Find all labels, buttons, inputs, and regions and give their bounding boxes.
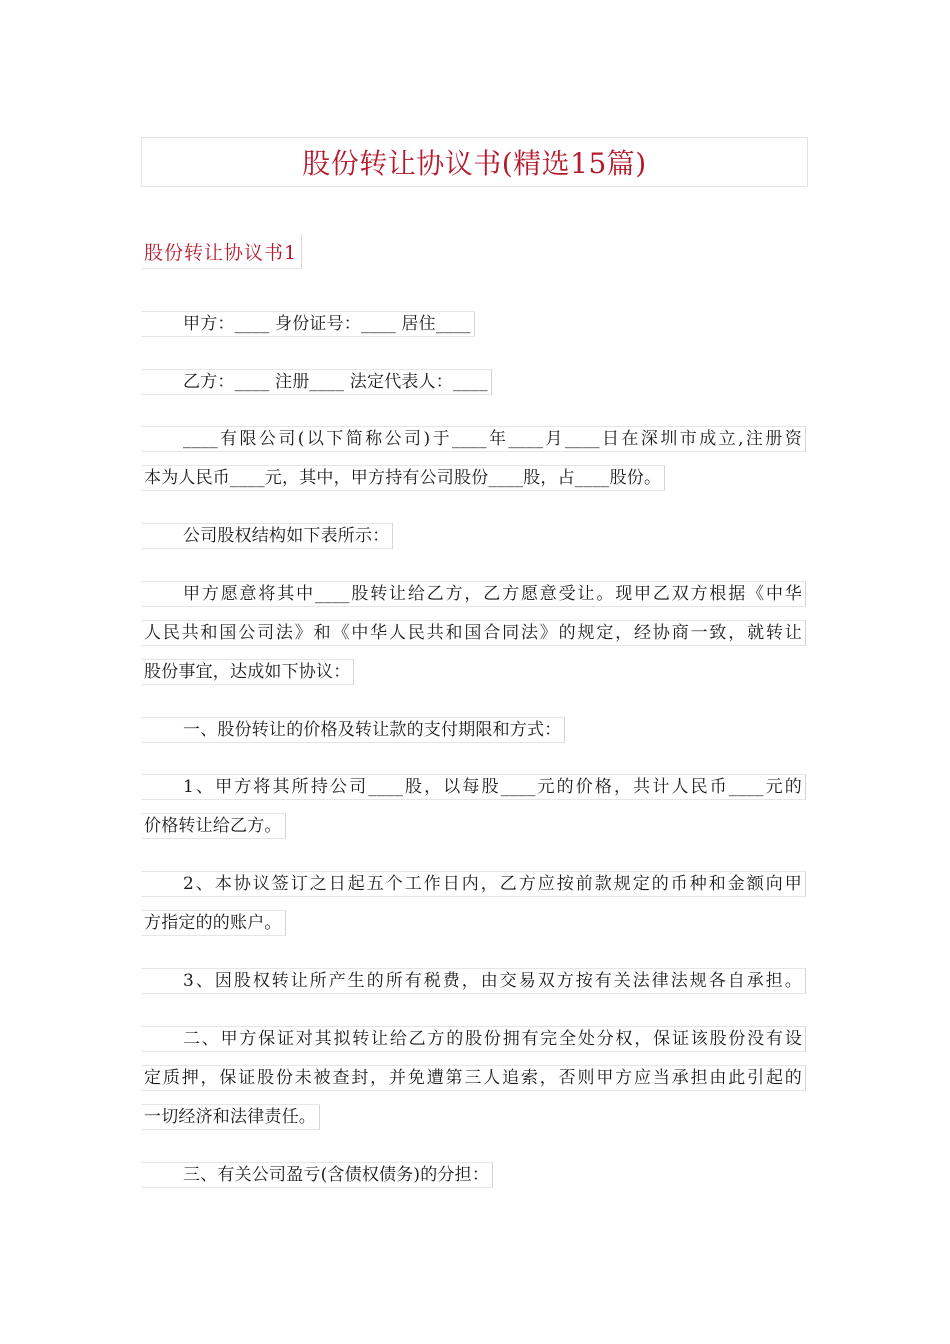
clause-heading-1: 一、股份转让的价格及转让款的支付期限和方式： — [141, 717, 565, 743]
text-line: 3、因股权转让所产生的所有税费，由交易双方按有关法律法规各自承担。 — [141, 968, 806, 994]
text-line-party-b: 乙方：____ 注册____ 法定代表人：____ — [141, 369, 492, 395]
document-title: 股份转让协议书(精选15篇) — [302, 147, 647, 180]
clause-heading-2: 二、甲方保证对其拟转让给乙方的股份拥有完全处分权，保证该股份没有设 — [141, 1026, 806, 1052]
text-line: 2、本协议签订之日起五个工作日内，乙方应按前款规定的币种和金额向甲 — [141, 871, 806, 897]
text-line: 方指定的的账户。 — [141, 910, 286, 936]
text-line: 甲方愿意将其中____股转让给乙方，乙方愿意受让。现甲乙双方根据《中华 — [141, 581, 806, 607]
text-line: 一切经济和法律责任。 — [141, 1104, 320, 1130]
text-line: 1、甲方将其所持公司____股，以每股____元的价格，共计人民币____元的 — [141, 774, 806, 800]
text-line-party-a: 甲方：____ 身份证号：____ 居住____ — [141, 311, 475, 337]
text-line: 股份事宜，达成如下协议： — [141, 659, 354, 685]
text-line: 人民共和国公司法》和《中华人民共和国合同法》的规定，经协商一致，就转让 — [141, 620, 806, 646]
title-box — [141, 137, 808, 187]
text-line: 定质押，保证股份未被查封，并免遭第三人追索，否则甲方应当承担由此引起的 — [141, 1065, 806, 1091]
text-line: 公司股权结构如下表所示： — [141, 523, 393, 549]
subtitle-box — [141, 234, 302, 269]
text-line: 价格转让给乙方。 — [141, 813, 286, 839]
clause-heading-3: 三、有关公司盈亏(含债权债务)的分担： — [141, 1162, 493, 1188]
text-line: 本为人民币____元，其中，甲方持有公司股份____股，占____股份。 — [141, 465, 665, 491]
text-line: ____有限公司(以下简称公司)于____年____月____日在深圳市成立,注册资 — [141, 426, 806, 452]
section-heading: 股份转让协议书1 — [144, 241, 298, 264]
